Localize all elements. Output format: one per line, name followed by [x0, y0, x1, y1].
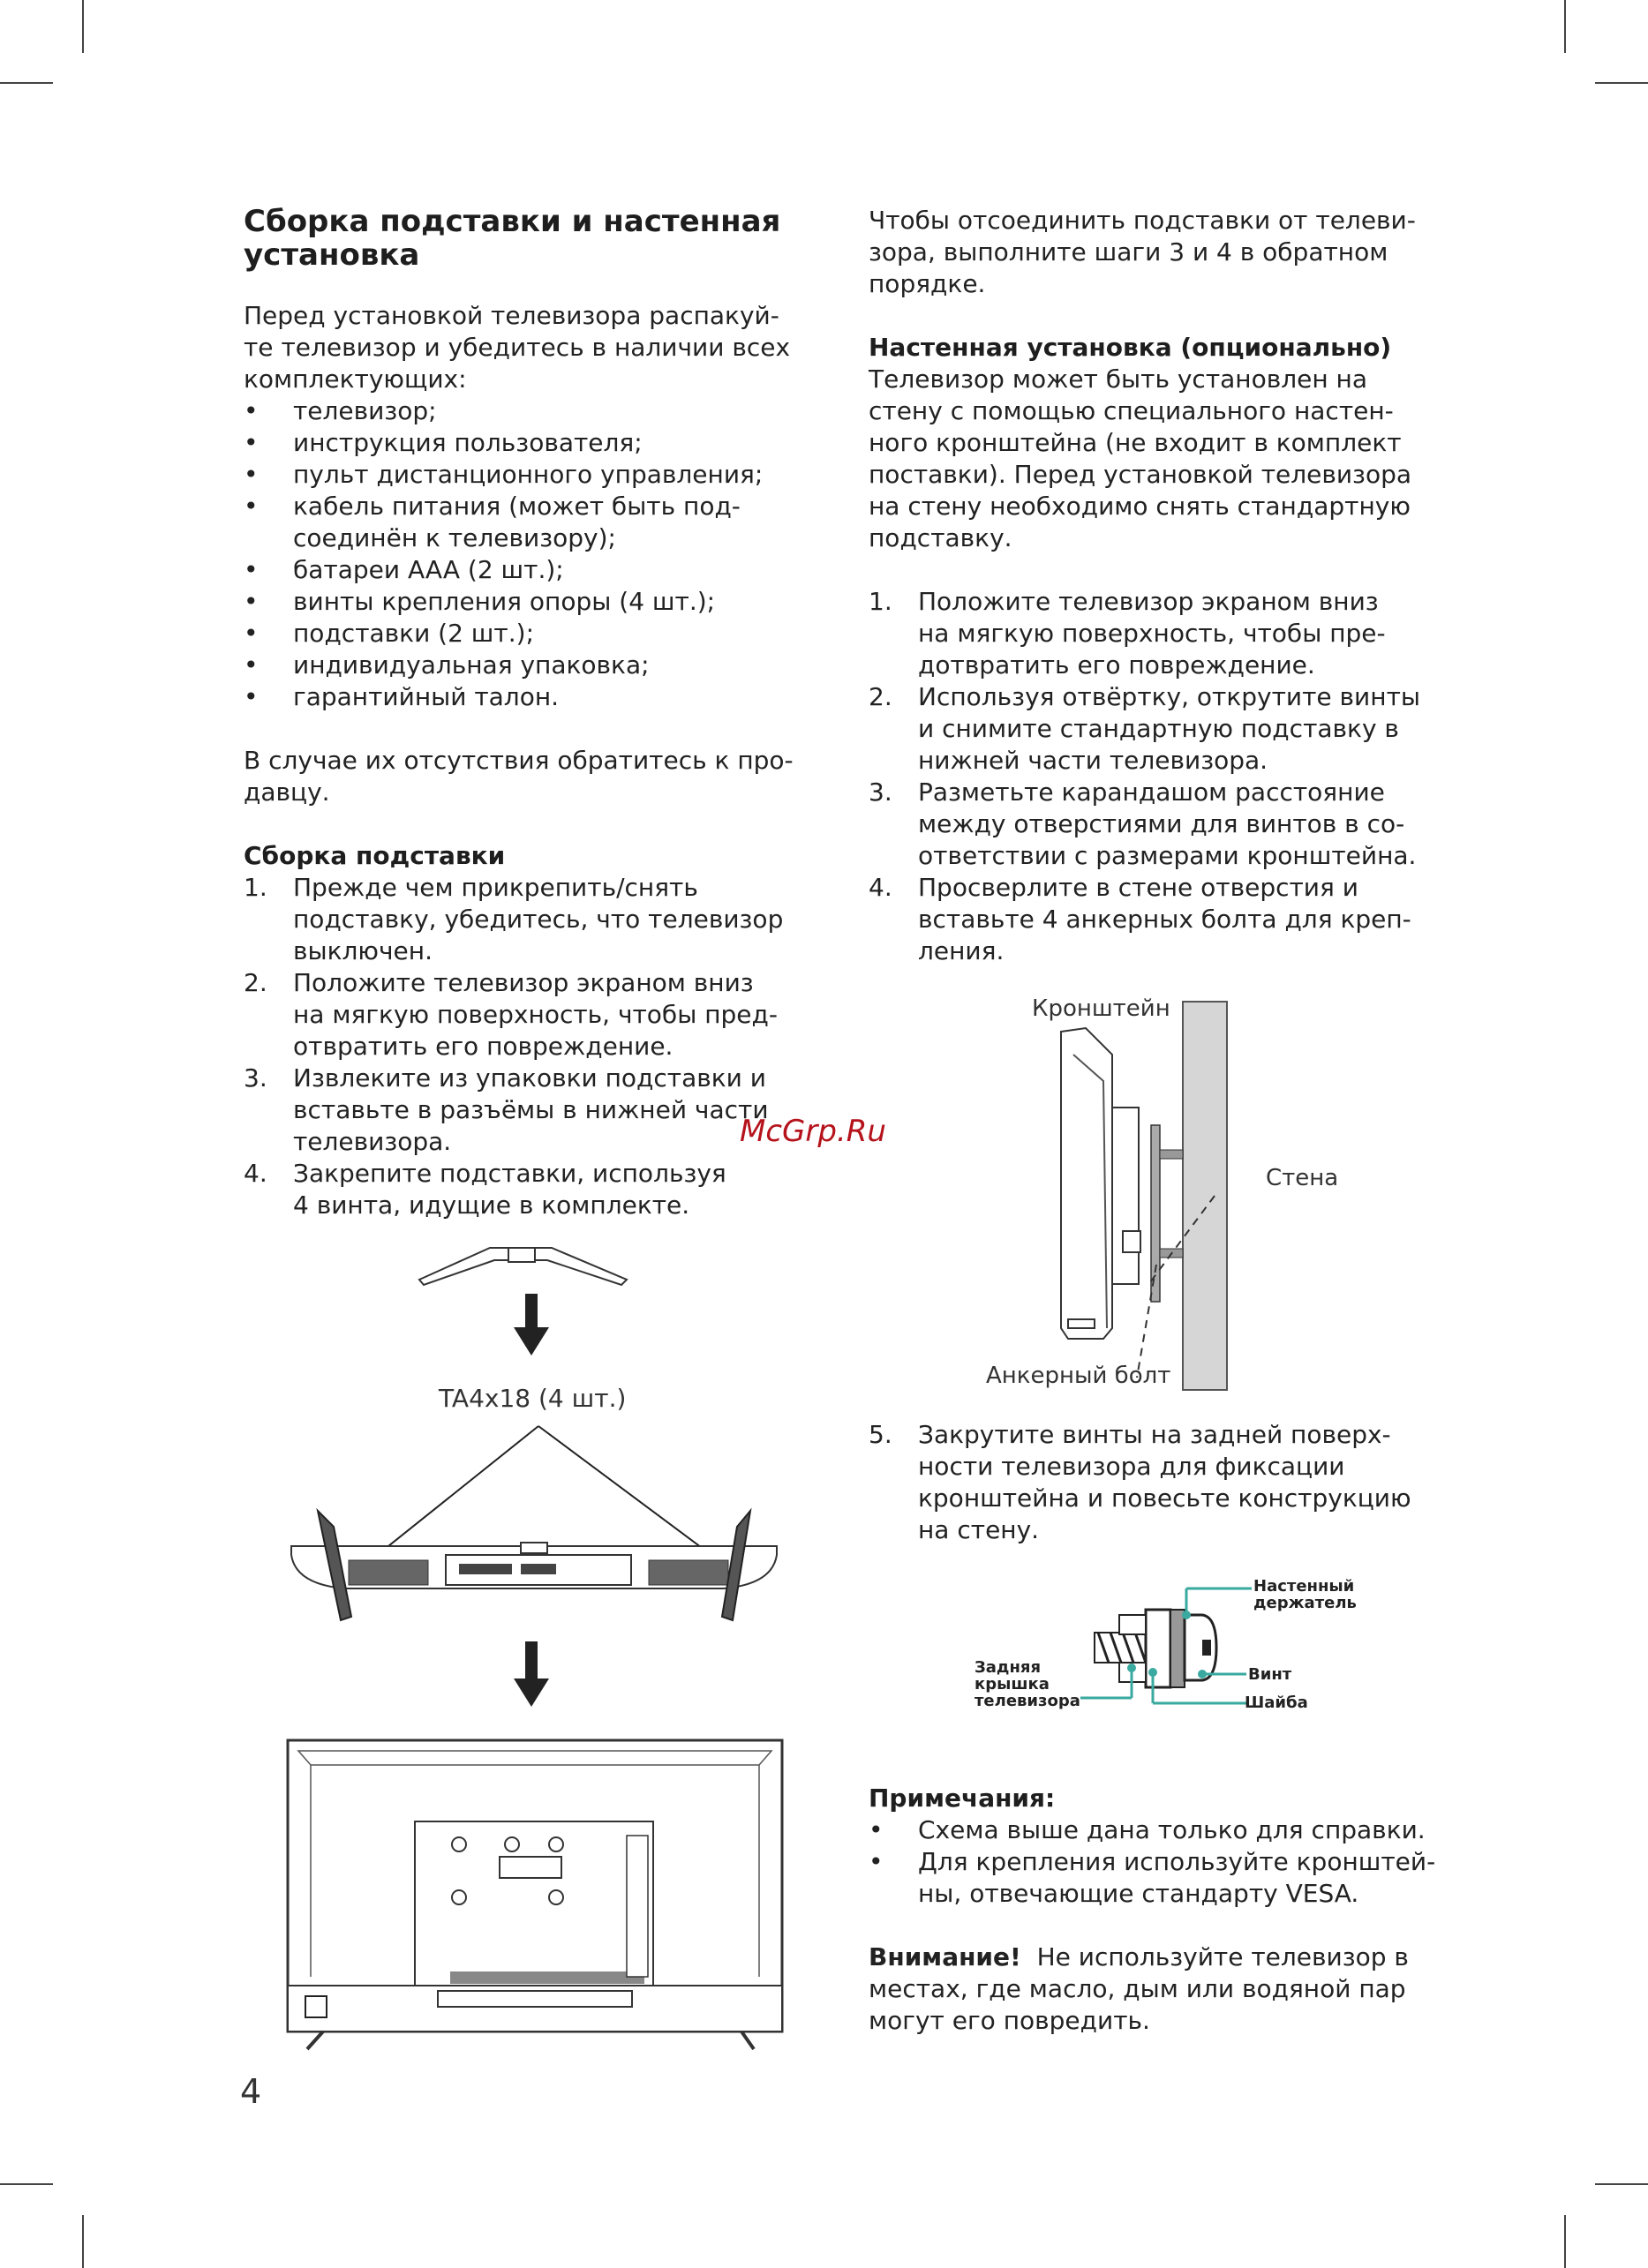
wall-mount-figure — [1042, 993, 1253, 1399]
list-item: 3. Разметьте карандашом расстояние между отверстиями для винтов в со- ответствии с размерами кронштейна. — [869, 777, 1417, 870]
watermark: McGrp.Ru — [740, 1114, 886, 1149]
notes-heading: Примечания: — [869, 1784, 1056, 1813]
crop-mark — [1595, 82, 1648, 84]
contents-list — [244, 395, 826, 713]
label-washer: Шайба — [1245, 1693, 1308, 1712]
left-column — [244, 205, 826, 1221]
label-wall: Стена — [1266, 1165, 1339, 1191]
list-item: • Для крепления используйте кронштей- ны, отвечающие стандарту VESA. — [869, 1847, 1436, 1908]
detach-note: Чтобы отсоединить подставки от телеви- зора, выполните шаги 3 и 4 в обратном порядке. — [869, 206, 1416, 298]
list-item: 5. Закрутите винты на задней поверх- ности телевизора для фиксации кронштейна и повесьте конструкцию на стену. — [869, 1420, 1411, 1544]
stand-steps — [244, 872, 826, 1221]
list-item: 1. Прежде чем прикрепить/снять подставку, убедитесь, что телевизор выключен. — [244, 873, 784, 965]
crop-mark — [82, 2215, 84, 2268]
list-item: • индивидуальная упаковка; — [244, 650, 650, 680]
label-screw: Винт — [1248, 1665, 1292, 1684]
tv-side-icon — [1061, 1028, 1140, 1339]
warning-paragraph: Внимание! Не используйте телевизор в местах, где масло, дым или водяной пар могут его повредить. — [869, 1942, 1409, 2035]
page-number: 4 — [240, 2072, 262, 2111]
crop-mark — [0, 2183, 53, 2185]
list-item: • батареи AAA (2 шт.); — [244, 555, 564, 584]
arrow-down-icon — [514, 1294, 549, 1356]
wall-heading: Настенная установка (опционально) — [869, 333, 1392, 362]
tv-back-icon — [288, 1740, 782, 2049]
list-item: 3. Извлеките из упаковки подставки и вставьте в разъёмы в нижней части телевизора. — [244, 1063, 769, 1156]
tv-bottom-icon — [291, 1511, 777, 1620]
list-item: • телевизор; — [244, 396, 437, 425]
wall-steps — [869, 586, 1460, 967]
list-item: 4. Закрепите подставки, используя 4 винта, идущие в комплекте. — [244, 1159, 726, 1220]
label-anchor: Анкерный болт — [986, 1363, 1171, 1389]
step5-block — [869, 1419, 1460, 1546]
list-item: 1. Положите телевизор экраном вниз на мягкую поверхность, чтобы пре- дотвратить его повреждение. — [869, 587, 1386, 680]
crop-mark — [82, 0, 84, 53]
intro-paragraph: Перед установкой телевизора распакуй- те телевизор и убедитесь в наличии всех комплектующих: — [244, 301, 791, 394]
stand-heading: Сборка подставки — [244, 841, 506, 870]
list-item: • подставки (2 шт.); — [244, 619, 534, 648]
screw-label: TA4x18 (4 шт.) — [439, 1384, 627, 1413]
label-bracket: Кронштейн — [1032, 995, 1170, 1022]
list-item: • винты крепления опоры (4 шт.); — [244, 587, 716, 616]
list-item: • кабель питания (может быть под- соединён к телевизору); — [244, 492, 741, 552]
page-title: Сборка подставки и настенная установка — [244, 204, 781, 273]
list-item: • инструкция пользователя; — [244, 428, 643, 457]
list-item: • Схема выше дана только для справки. — [869, 1815, 1426, 1844]
right-column — [869, 205, 1460, 967]
notes-block — [869, 1783, 1486, 2037]
crop-mark — [0, 82, 53, 84]
list-item: 2. Положите телевизор экраном вниз на мягкую поверхность, чтобы пред- отвратить его повреждение. — [244, 968, 778, 1061]
stand-part-icon — [419, 1248, 627, 1285]
label-wall-holder: Настенный держатель — [1253, 1577, 1357, 1612]
crop-mark — [1564, 2215, 1566, 2268]
stand-assembly-figure — [282, 1235, 812, 2083]
list-item: 2. Используя отвёртку, открутите винты и снимите стандартную подставку в нижней части телевизора. — [869, 682, 1420, 775]
list-item: • гарантийный талон. — [244, 682, 560, 711]
arrow-down-icon — [514, 1641, 549, 1707]
label-back-cover: Задняя крышка телевизора — [975, 1658, 1080, 1710]
list-item: 4. Просверлите в стене отверстия и вставьте 4 анкерных болта для креп- ления. — [869, 873, 1411, 965]
missing-note: В случае их отсутствия обратитесь к про- давцу. — [244, 746, 794, 807]
crop-mark — [1595, 2183, 1648, 2185]
list-item: • пульт дистанционного управления; — [244, 460, 764, 489]
crop-mark — [1564, 0, 1566, 53]
warning-label: Внимание! — [869, 1942, 1021, 1971]
wall-intro: Телевизор может быть установлен на стену с помощью специального настен- ного кронштейна (не входит в комплект поставки). Перед установкой телевизора на стену необходимо снять стандартную подставку. — [869, 364, 1412, 552]
